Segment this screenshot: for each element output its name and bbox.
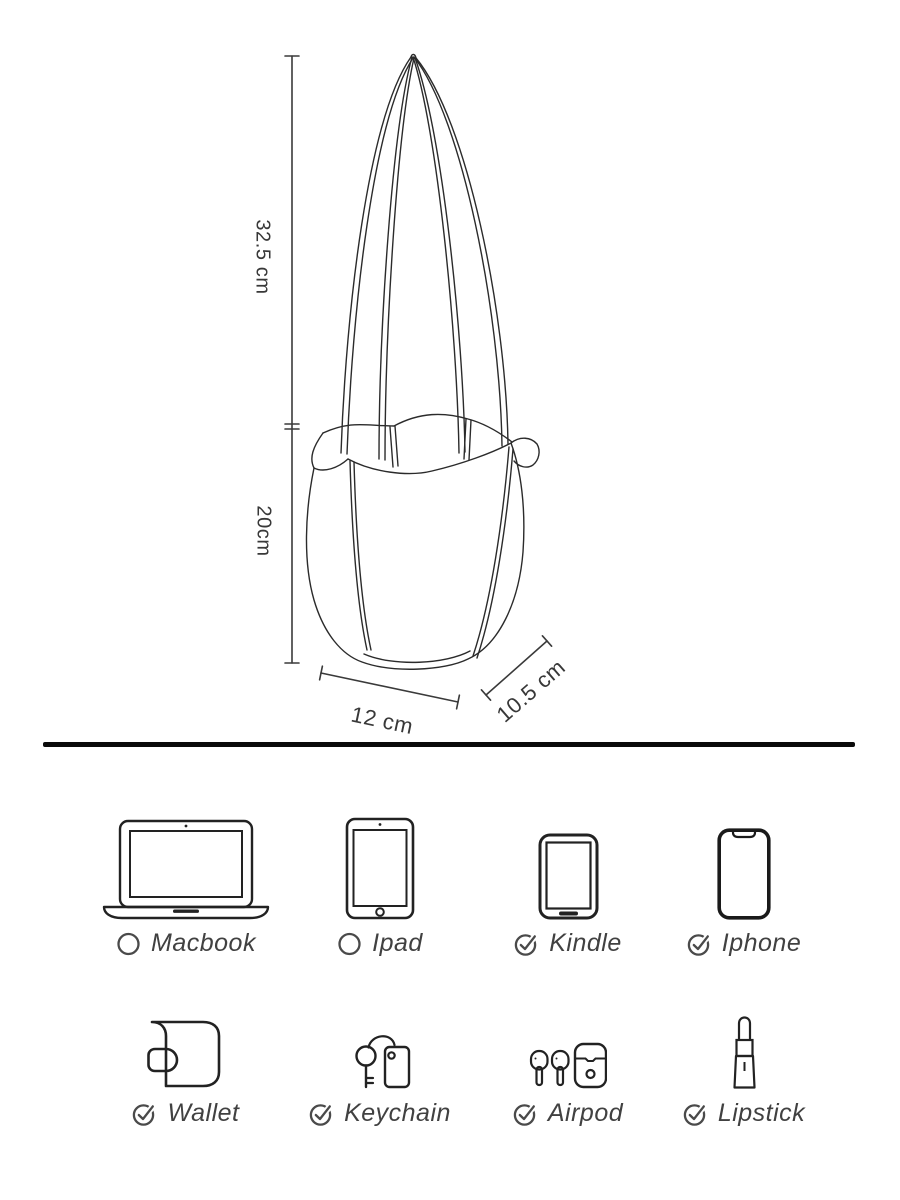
dimension-lines <box>285 56 552 709</box>
capacity-item-label: Lipstick <box>717 1099 806 1127</box>
capacity-item-iphone <box>649 808 839 958</box>
check-circle-icon <box>683 1100 709 1127</box>
capacity-item-label: Keychain <box>344 1099 451 1127</box>
section-divider <box>43 742 855 747</box>
macbook-icon <box>102 808 270 920</box>
check-circle-icon <box>309 1100 335 1127</box>
vertical-dimension-line <box>285 56 299 663</box>
capacity-label-row <box>514 929 622 958</box>
capacity-label-row <box>309 1099 451 1128</box>
capacity-item-lipstick <box>649 1006 839 1128</box>
capacity-item-label: Airpod <box>547 1099 624 1127</box>
capacity-item-label: Iphone <box>721 929 802 957</box>
capacity-item-label: Ipad <box>372 929 423 957</box>
bag-width-label: 12 cm <box>348 701 416 740</box>
strap-drop-label: 32.5 cm <box>251 219 274 295</box>
capacity-label-row <box>687 929 801 958</box>
check-circle-icon <box>132 1100 158 1127</box>
iphone-icon <box>717 808 771 920</box>
capacity-item-airpod <box>473 1006 663 1128</box>
capacity-label-row <box>337 929 423 958</box>
keychain-icon <box>349 1006 411 1090</box>
check-circle-icon <box>514 930 540 957</box>
airpod-icon <box>529 1006 607 1090</box>
tote-bag-drawing <box>306 54 539 669</box>
capacity-label-row <box>116 929 256 958</box>
capacity-label-row <box>513 1099 623 1128</box>
capacity-item-label: Macbook <box>151 929 256 957</box>
capacity-label-row <box>132 1099 239 1128</box>
bag-depth-label: 10.5 cm <box>491 654 571 728</box>
capacity-label-row <box>683 1099 805 1128</box>
bag-height-label: 20cm <box>252 505 275 557</box>
circle-icon <box>116 930 142 957</box>
lipstick-icon <box>732 1006 757 1090</box>
capacity-item-wallet <box>91 1006 281 1128</box>
capacity-item-label: Wallet <box>167 1099 240 1127</box>
ipad-icon <box>345 808 415 920</box>
wallet-icon <box>145 1006 227 1090</box>
capacity-item-ipad <box>285 808 475 958</box>
width-dimension-line <box>320 666 460 709</box>
check-circle-icon <box>687 930 713 957</box>
kindle-icon <box>538 808 599 920</box>
circle-icon <box>337 930 363 957</box>
bag-straps <box>341 54 508 460</box>
capacity-item-keychain <box>285 1006 475 1128</box>
capacity-item-label: Kindle <box>549 929 622 957</box>
capacity-item-macbook <box>91 808 281 958</box>
capacity-item-kindle <box>473 808 663 958</box>
check-circle-icon <box>513 1100 539 1127</box>
